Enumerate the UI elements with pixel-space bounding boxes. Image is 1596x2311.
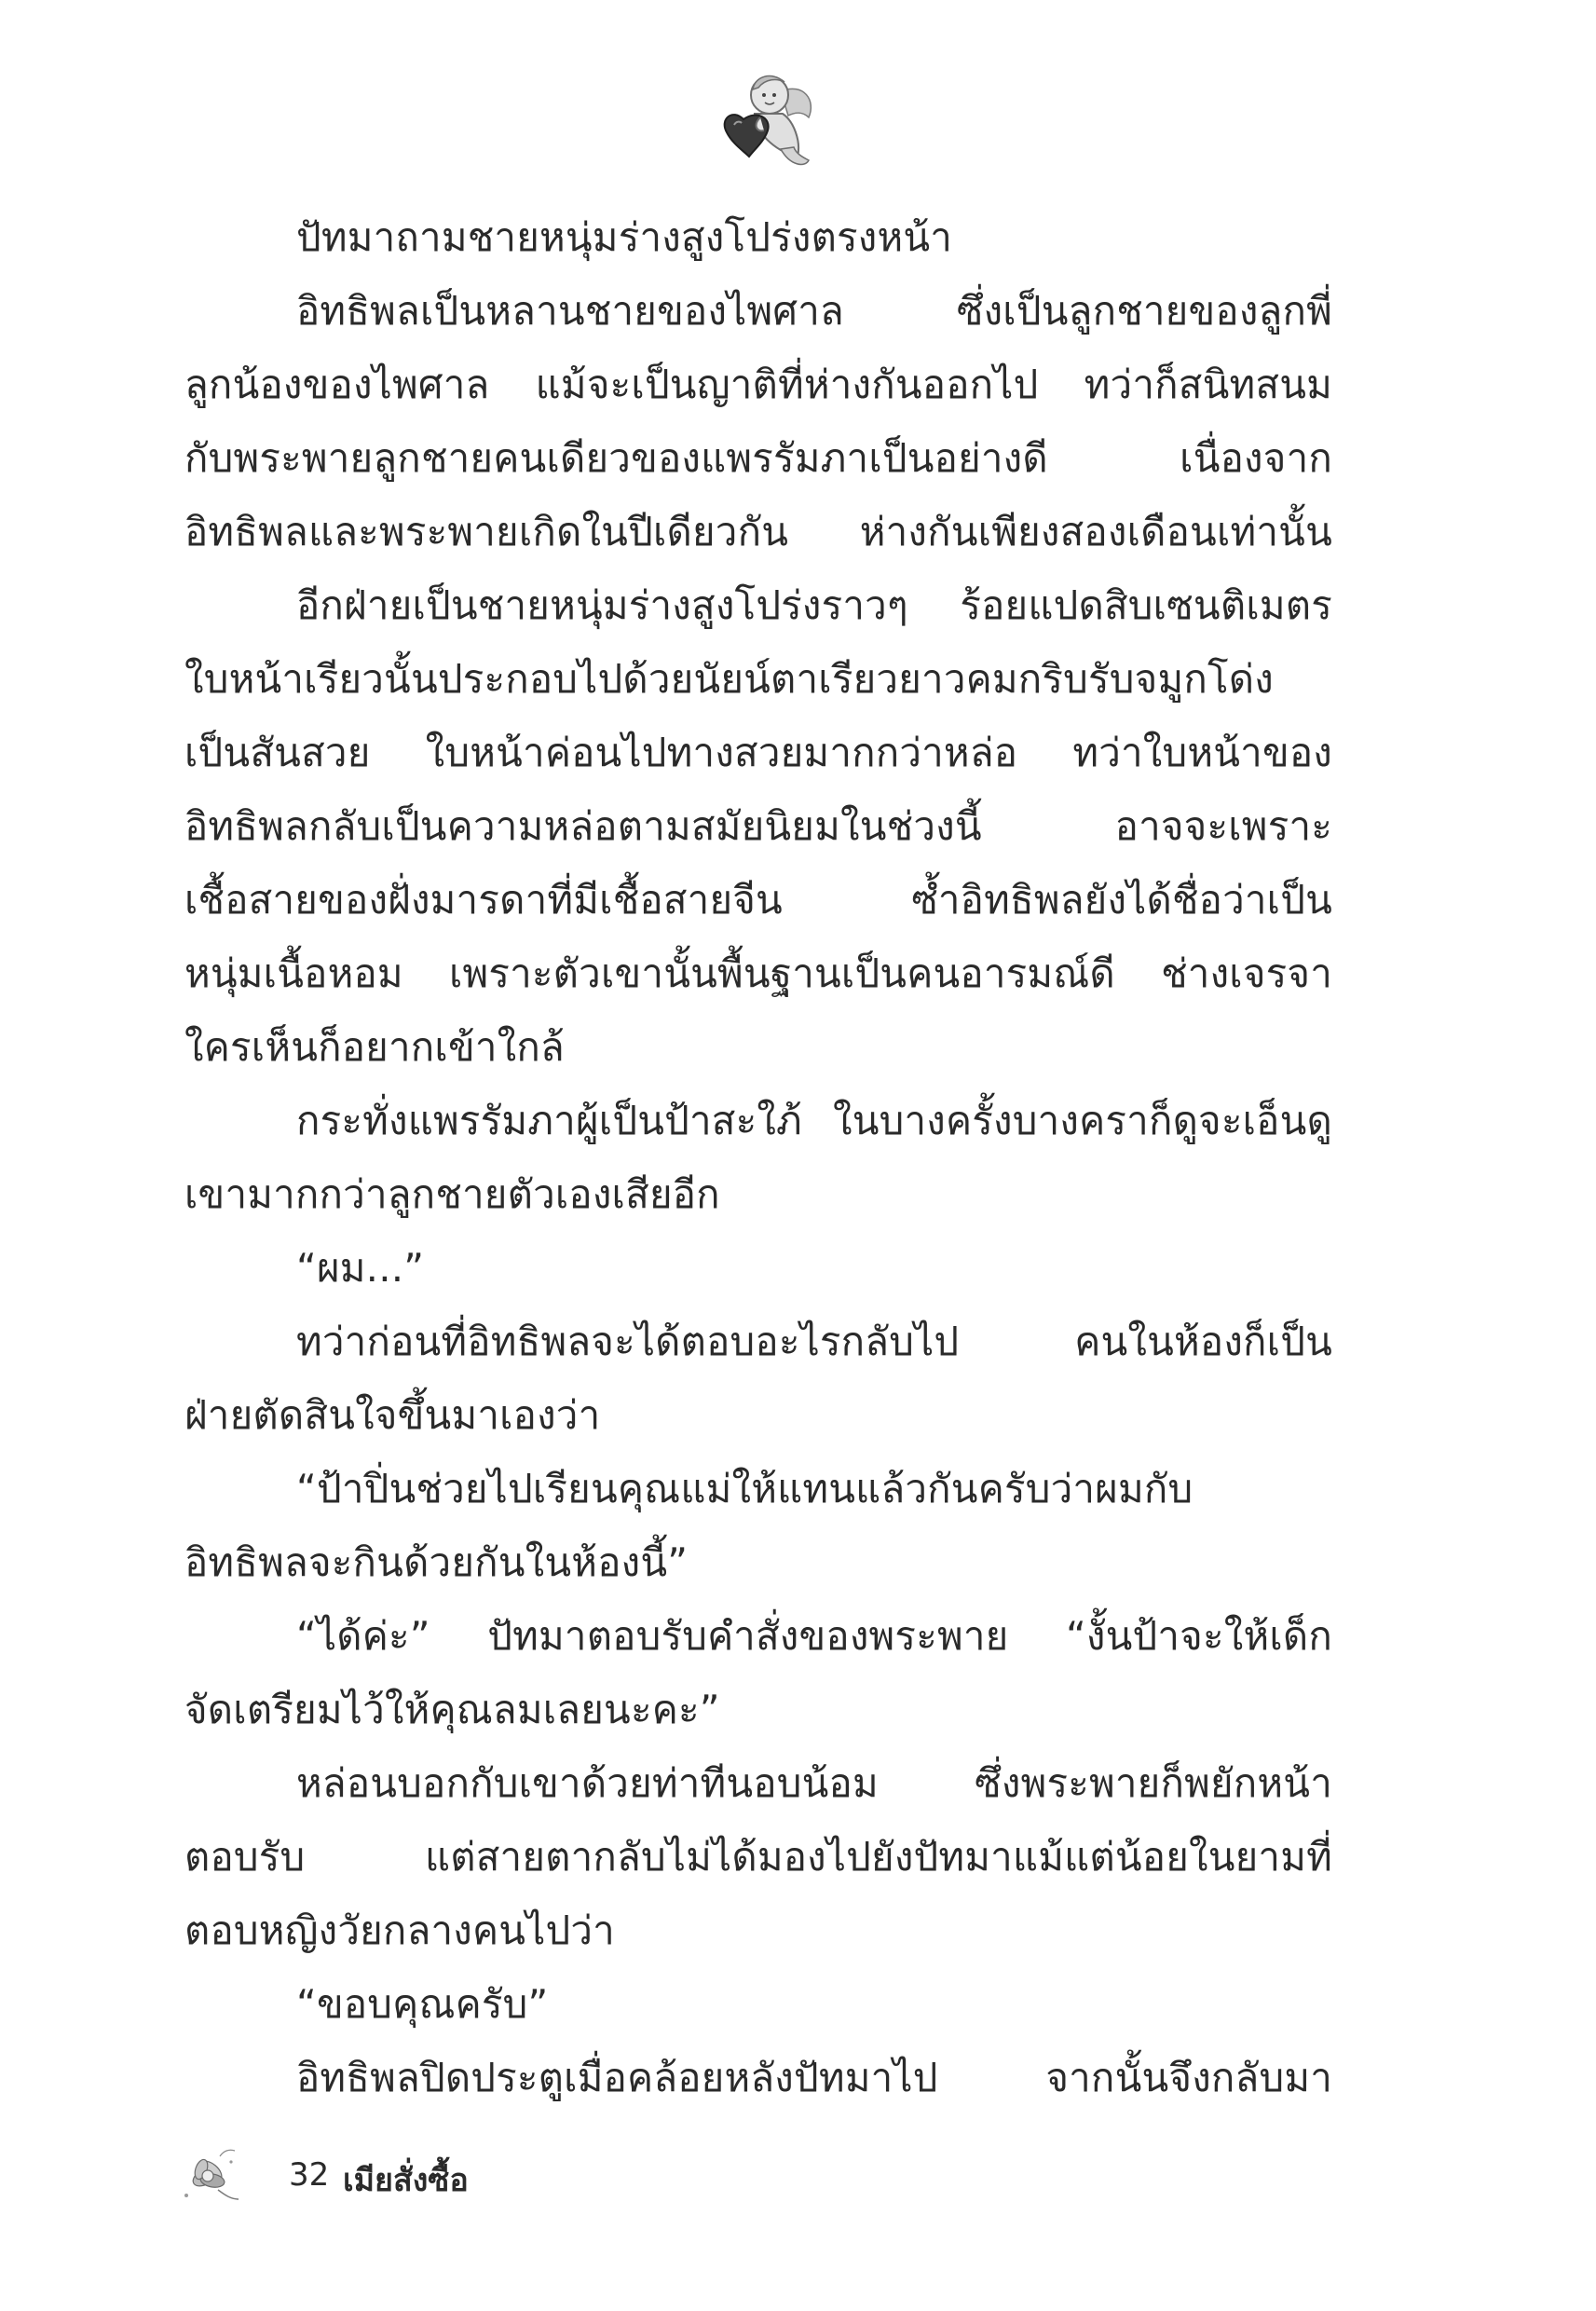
text-line: เชื้อสายของฝั่งมารดาที่มีเชื้อสายจีน ซ้ำอิทธิพลยังได้ชื่อว่าเป็น [184,877,1332,923]
page-number: 32 [289,2156,330,2194]
text-line: ฝ่ายตัดสินใจขึ้นมาเองว่า [184,1392,601,1438]
text-line: จัดเตรียมไว้ให้คุณลมเลยนะคะ” [184,1687,720,1732]
page-footer [177,2143,736,2218]
text-line: ตอบหญิงวัยกลางคนไปว่า [184,1908,615,1953]
text-line: ลูกน้องของไพศาล แม้จะเป็นญาติที่ห่างกันออกไป ทว่าก็สนิทสนม [184,362,1332,407]
text-line: ใครเห็นก็อยากเข้าใกล้ [184,1024,565,1070]
text-line: หล่อนบอกกับเขาด้วยท่าทีนอบน้อม ซึ่งพระพายก็พยักหน้า [296,1760,1332,1806]
text-line: อิทธิพลและพระพายเกิดในปีเดียวกัน ห่างกันเพียงสองเดือนเท่านั้น [184,509,1332,554]
book-title: เมียสั่งซื้อ [343,2162,469,2199]
text-line: “ผม...” [296,1245,425,1291]
text-line: อีกฝ่ายเป็นชายหนุ่มร่างสูงโปร่งราวๆ ร้อยแปดสิบเซนติเมตร [296,582,1332,628]
text-line: ปัทมาถามชายหนุ่มร่างสูงโปร่งตรงหน้า [296,214,953,260]
cupid-with-heart-icon [716,63,818,175]
text-line: “ป้าปิ่นช่วยไปเรียนคุณแม่ให้แทนแล้วกันครับว่าผมกับ [296,1466,1194,1511]
text-line: ใบหน้าเรียวนั้นประกอบไปด้วยนัยน์ตาเรียวยาวคมกริบรับจมูกโด่ง [184,656,1274,702]
text-line: “ขอบคุณครับ” [296,1981,549,2027]
text-line: กระทั่งแพรรัมภาผู้เป็นป้าสะใภ้ ในบางครั้งบางคราก็ดูจะเอ็นดู [296,1098,1332,1143]
text-line: “ได้ค่ะ” ปัทมาตอบรับคำสั่งของพระพาย “งั้นป้าจะให้เด็ก [296,1613,1332,1659]
text-line: หนุ่มเนื้อหอม เพราะตัวเขานั้นพื้นฐานเป็นคนอารมณ์ดี ช่างเจรจา [184,950,1332,996]
text-line: อิทธิพลเป็นหลานชายของไพศาล ซึ่งเป็นลูกชายของลูกพี่ [296,288,1332,334]
text-line: ตอบรับ แต่สายตากลับไม่ได้มองไปยังปัทมาแม้แต่น้อยในยามที่ [184,1834,1332,1880]
text-line: ทว่าก่อนที่อิทธิพลจะได้ตอบอะไรกลับไป คนในห้องก็เป็น [296,1319,1332,1364]
body-text [184,200,1332,2114]
text-line: กับพระพายลูกชายคนเดียวของแพรรัมภาเป็นอย่างดี เนื่องจาก [184,435,1332,481]
text-line: อิทธิพลปิดประตูเมื่อคล้อยหลังปัทมาไป จากนั้นจึงกลับมา [296,2055,1332,2100]
flower-ornament-icon [177,2143,242,2208]
text-line: อิทธิพลจะกินด้วยกันในห้องนี้” [184,1539,689,1585]
text-line: อิทธิพลกลับเป็นความหล่อตามสมัยนิยมในช่วงนี้ อาจจะเพราะ [184,803,1332,849]
text-line: เขามากกว่าลูกชายตัวเองเสียอีก [184,1171,720,1217]
text-line: เป็นสันสวย ใบหน้าค่อนไปทางสวยมากกว่าหล่อ ทว่าใบหน้าของ [184,730,1332,775]
